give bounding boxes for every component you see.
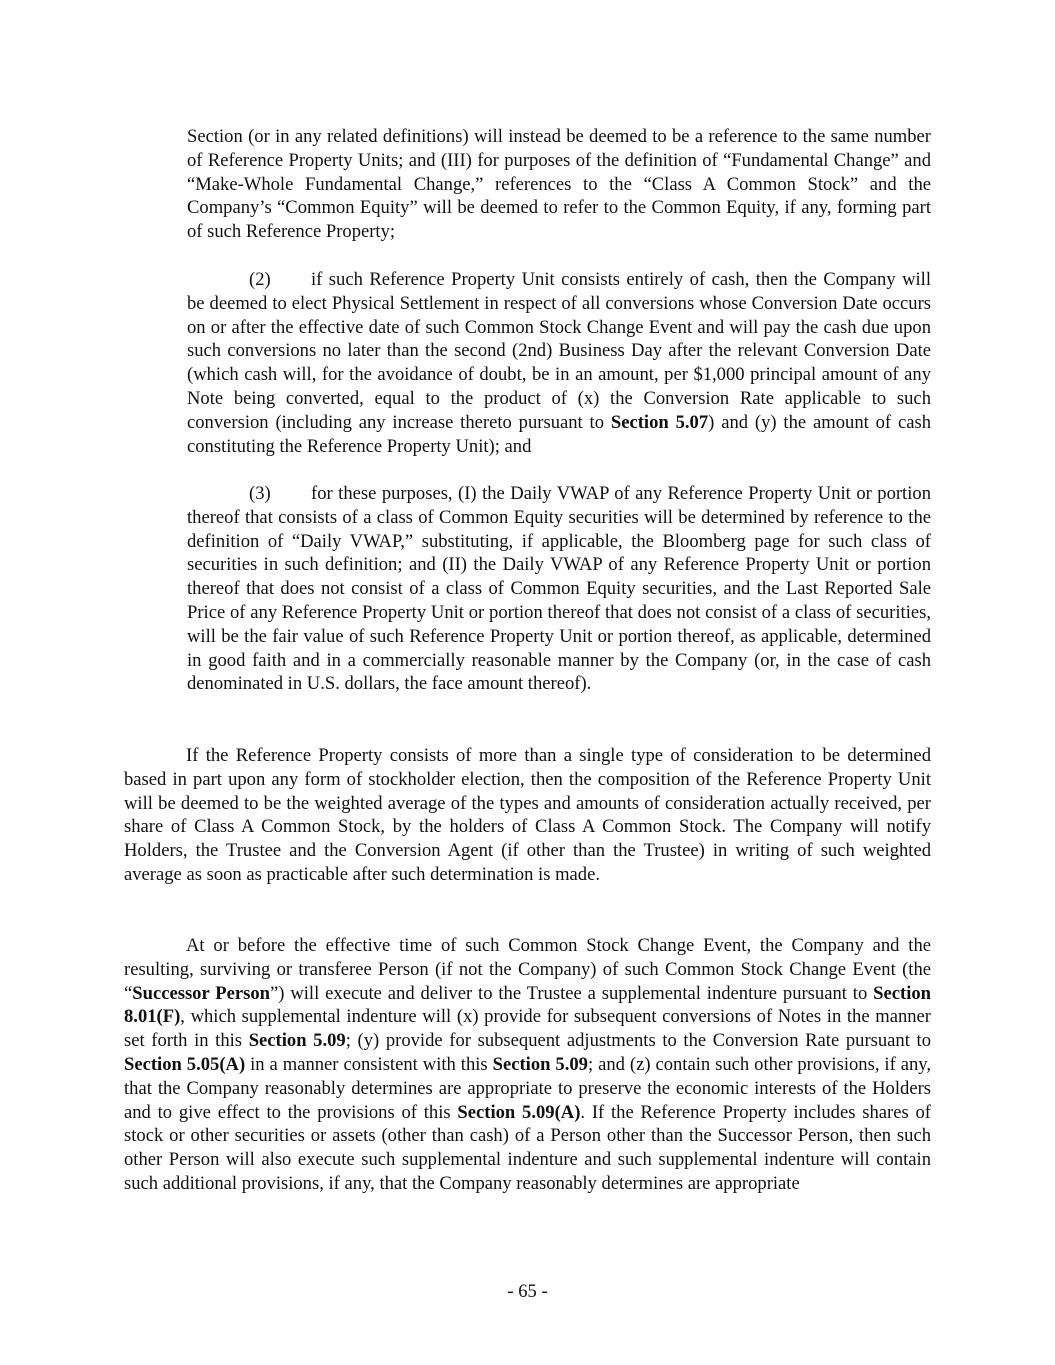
defined-term: Successor Person (132, 982, 271, 1004)
paragraph-text: . If the Reference Property includes shares of stock or other securities or assets (other than cash) of a Person other than the Successor Person, then such other Person will also execute such supplemental indenture and such supplemental indenture will contain such additional provisions, if any, that the Company reasonably determines are appropriate (124, 1101, 931, 1194)
section-reference: Section 5.09 (248, 1030, 346, 1052)
page-number: - 65 - (507, 1281, 548, 1302)
paragraph-text: ) and (y) the amount of cash constituting the Reference Property Unit); and (187, 411, 932, 457)
paragraph-text: If the Reference Property consists of more than a single type of consideration to be determined based in part upon any form of stockholder election, then the composition of the Reference Property Unit will be deemed to be the weighted average of the types and amounts of consideration actually received, per share of Class A Common Stock, by the holders of Class A Common Stock. The Company will notify Holders, the Trustee and the Conversion Agent (if other than the Trustee) in writing of such weighted average as soon as practicable after such determination is made. (124, 745, 931, 885)
section-reference: Section 5.05(A) (124, 1053, 246, 1075)
section-reference: Section 5.07 (610, 411, 709, 433)
paragraph-text: , which supplemental indenture will (x) provide for subsequent conversions of Notes in the manner set forth in this (124, 1006, 931, 1052)
paragraph-text: At or before the effective time of such Common Stock Change Event, the Company and the resulting, surviving or transferee Person (if not the Company) of such Common Stock Change Event (the “ (124, 935, 931, 1004)
paragraph-text: ; and (z) contain such other provisions, if any, that the Company reasonably determines are appropriate to preserve the economic interests of the Holders and to give effect to the provisions of this (124, 1053, 932, 1123)
paragraph-text: for these purposes, (I) the Daily VWAP of any Reference Property Unit or portion thereof that consists of a class of Common Equity securities will be determined by reference to the definition of “Daily VWAP,” substituting, if applicable, the Bloomberg page for such class of securities in such definition; and (II) the Daily VWAP of any Reference Property Unit or portion thereof that does not consist of a class of Common Equity securities, and the Last Reported Sale Price of any Reference Property Unit or portion thereof that does not consist of a class of securities, will be the fair value of such Reference Property Unit or portion thereof, as applicable, determined in good faith and in a commercially reasonable manner by the Company (or, in the case of cash denominated in U.S. dollars, the face amount thereof). (187, 483, 931, 695)
paragraph-text: Section (or in any related definitions) will instead be deemed to be a reference to the same number of Reference Property Units; and (III) for purposes of the definition of “Fundamental Change” and “Make-Whole Fundamental Change,” references to the “Class A Common Stock” and the Company’s “Common Equity” will be deemed to refer to the Common Equity, if any, forming part of such Reference Property; (187, 126, 931, 243)
paragraph-item-3 (187, 482, 931, 696)
paragraph-item-2 (187, 268, 931, 458)
paragraph-text: if such Reference Property Unit consists entirely of cash, then the Company will be deemed to elect Physical Settlement in respect of all conversions whose Conversion Date occurs on or after the effective date of such Common Stock Change Event and will pay the cash due upon such conversions no later than the second (2nd) Business Day after the relevant Conversion Date (which cash will, for the avoidance of doubt, be in an amount, per $1,000 principal amount of any Note being converted, equal to the product of (x) the Conversion Rate applicable to such conversion (including any increase thereto pursuant to (187, 269, 931, 433)
paragraph-text: ; (y) provide for subsequent adjustments to the Conversion Rate pursuant to (345, 1030, 931, 1052)
item-number: (2) (249, 269, 271, 290)
item-number: (3) (249, 483, 271, 504)
paragraph-successor-person (124, 934, 931, 1196)
paragraph-continuation (187, 125, 931, 244)
section-reference: Section 8.01(F) (124, 982, 931, 1028)
paragraph-text: ”) will execute and deliver to the Trustee a supplemental indenture pursuant to (270, 982, 874, 1004)
paragraph-weighted-average (124, 744, 931, 887)
section-reference: Section 5.09(A) (457, 1101, 581, 1123)
section-reference: Section 5.09 (492, 1053, 588, 1075)
paragraph-text: in a manner consistent with this (245, 1053, 493, 1075)
